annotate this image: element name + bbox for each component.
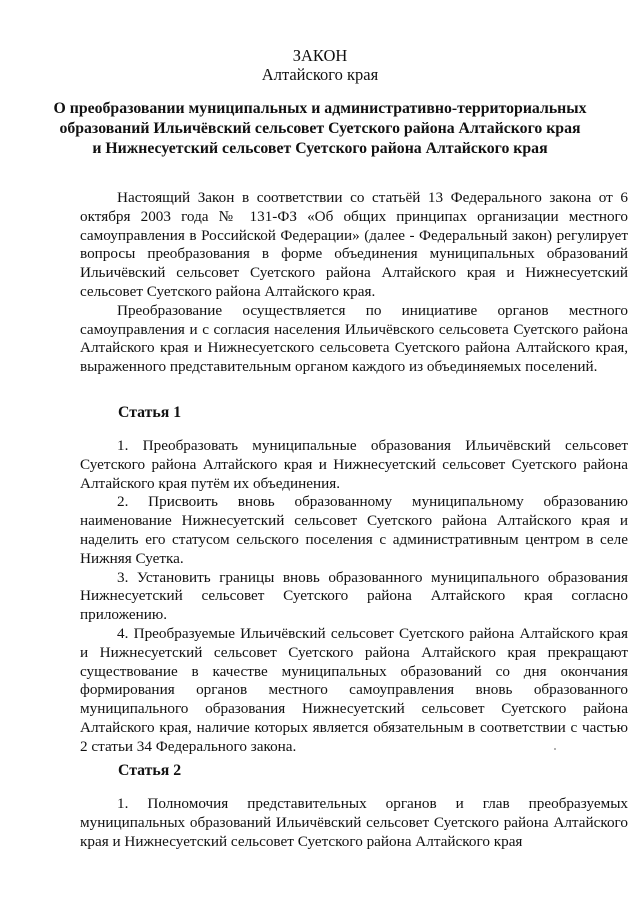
title-line: О преобразовании муниципальных и административно-территориальных (53, 100, 587, 117)
article-1-heading: Статья 1 (118, 404, 182, 421)
preamble-paragraph: Настоящий Закон в соответствии со статьёй 13 Федерального закона от 6 октября 2003 года № 131-ФЗ «Об общих принципах организации местного самоуправления в Российской Федерации» (далее - Федеральный закон) регулирует вопросы преобразования в форме объединения муниципальных образований Ильичёвский сельсовет Суетского района Алтайского края и Нижнесуетский сельсовет Суетского района Алтайского края. (80, 189, 628, 300)
article-1-item: 1. Преобразовать муниципальные образования Ильичёвский сельсовет Суетского района Алтайского края и Нижнесуетский сельсовет Суетского района Алтайского края путём их объединения. (80, 437, 628, 492)
article-2-heading: Статья 2 (118, 762, 182, 779)
document-type: ЗАКОН (292, 46, 348, 65)
preamble-paragraph: Преобразование осуществляется по инициативе органов местного самоуправления и с согласия населения Ильичёвского сельсовета Суетского района Алтайского края и Нижнесуетского сельсовета Суетского района Алтайского края, выраженного представительным органом каждого из объединяемых поселений. (80, 301, 628, 376)
article-1-item: 2. Присвоить вновь образованному муниципальному образованию наименование Нижнесуетский сельсовет Суетского района Алтайского края и наделить его статусом сельского поселения с административным центром в селе Нижняя Суетка. (80, 493, 628, 567)
scan-speck (554, 748, 556, 750)
document-region: Алтайского края (261, 65, 379, 84)
title-line: и Нижнесуетский сельсовет Суетского района Алтайского края (92, 140, 548, 157)
document-title (0, 99, 640, 159)
article-1-item: 4. Преобразуемые Ильичёвский сельсовет Суетского района Алтайского края и Нижнесуетский сельсовет Суетского района Алтайского края прекращают существование в качестве муниципальных образований со дня окончания формирования органов местного самоуправления вновь образованного муниципального образования Нижнесуетский сельсовет Суетского района Алтайского края, наличие которых является обязательным в соответствии с частью 2 статьи 34 Федерального закона. (80, 624, 628, 755)
preamble (80, 189, 628, 377)
article-1-body (80, 437, 628, 757)
title-line: образований Ильичёвский сельсовет Суетского района Алтайского края (59, 120, 581, 137)
article-2-item: 1. Полномочия представительных органов и глав преобразуемых муниципальных образований Ильичёвский сельсовет Суетского района Алтайского края и Нижнесуетский сельсовет Суетского района Алтайского края (80, 795, 628, 850)
article-2-body (80, 795, 628, 851)
article-1-item: 3. Установить границы вновь образованного муниципального образования Нижнесуетский сельсовет Суетского района Алтайского края согласно приложению. (80, 568, 628, 624)
